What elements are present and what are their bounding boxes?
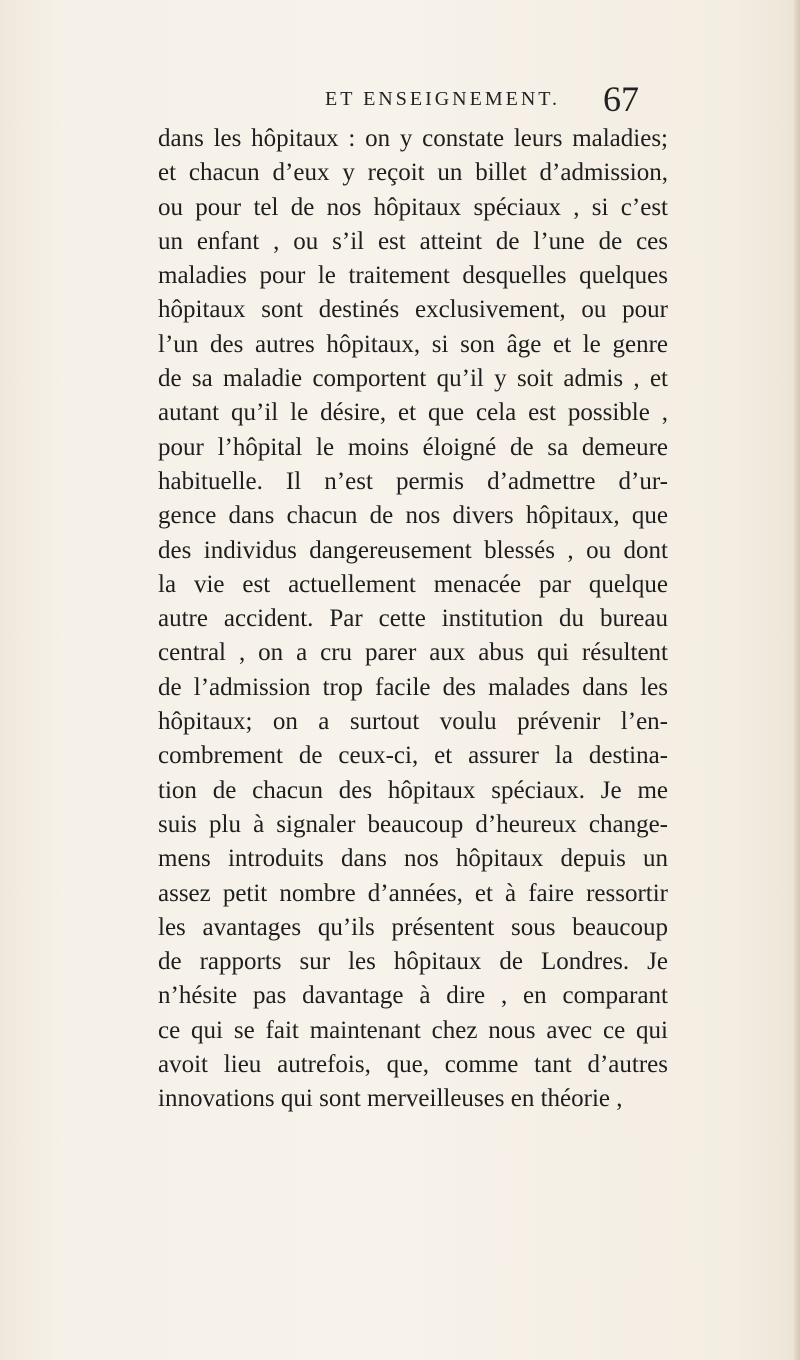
text-line: suis plu à signaler beaucoup d’heureux change- xyxy=(158,810,668,838)
text-line: ou pour tel de nos hôpitaux spéciaux , si c’est xyxy=(158,193,668,221)
text-line: n’hésite pas davantage à dire , en comparant xyxy=(158,982,668,1010)
text-line: autant qu’il le désire, et que cela est possible , xyxy=(158,399,668,427)
text-line: avoit lieu autrefois, que, comme tant d’autres xyxy=(158,1051,668,1079)
text-line: des individus dangereusement blessés , ou dont xyxy=(158,536,668,564)
running-head xyxy=(0,79,800,122)
text-line: maladies pour le traitement desquelles quelques xyxy=(158,262,668,290)
text-line: central , on a cru parer aux abus qui résultent xyxy=(158,639,668,667)
page-edge xyxy=(794,0,800,1360)
text-line: ce qui se fait maintenant chez nous avec ce qui xyxy=(158,1016,668,1044)
text-line: pour l’hôpital le moins éloigné de sa demeure xyxy=(158,433,668,461)
text-line: de l’admission trop facile des malades dans les xyxy=(158,673,668,701)
text-line: les avantages qu’ils présentent sous beaucoup xyxy=(158,913,668,941)
text-line: hôpitaux; on a surtout voulu prévenir l’en- xyxy=(158,708,668,736)
text-line: dans les hôpitaux : on y constate leurs maladies; xyxy=(158,125,668,152)
text-line: hôpitaux sont destinés exclusivement, ou pour xyxy=(158,296,668,324)
body-text xyxy=(158,122,668,1117)
text-line: et chacun d’eux y reçoit un billet d’admission, xyxy=(158,159,668,187)
text-line: assez petit nombre d’années, et à faire ressortir xyxy=(158,879,668,907)
text-line: gence dans chacun de nos divers hôpitaux, que xyxy=(158,502,668,530)
text-line: un enfant , ou s’il est atteint de l’une de ces xyxy=(158,227,668,255)
text-line: la vie est actuellement menacée par quelque xyxy=(158,570,668,598)
text-line: mens introduits dans nos hôpitaux depuis un xyxy=(158,845,668,873)
text-line: combrement de ceux-ci, et assurer la destina- xyxy=(158,742,668,770)
text-line: innovations qui sont merveilleuses en théorie , xyxy=(158,1085,623,1113)
text-line: l’un des autres hôpitaux, si son âge et le genre xyxy=(158,330,668,358)
text-line: de rapports sur les hôpitaux de Londres. Je xyxy=(158,948,668,976)
page-number: 67 xyxy=(603,79,639,119)
text-line: tion de chacun des hôpitaux spéciaux. Je me xyxy=(158,776,668,804)
text-line: habituelle. Il n’est permis d’admettre d’ur- xyxy=(158,467,668,495)
running-title: ET ENSEIGNEMENT. xyxy=(325,88,561,110)
text-line: de sa maladie comportent qu’il y soit admis , et xyxy=(158,365,668,393)
text-line: autre accident. Par cette institution du bureau xyxy=(158,605,668,633)
